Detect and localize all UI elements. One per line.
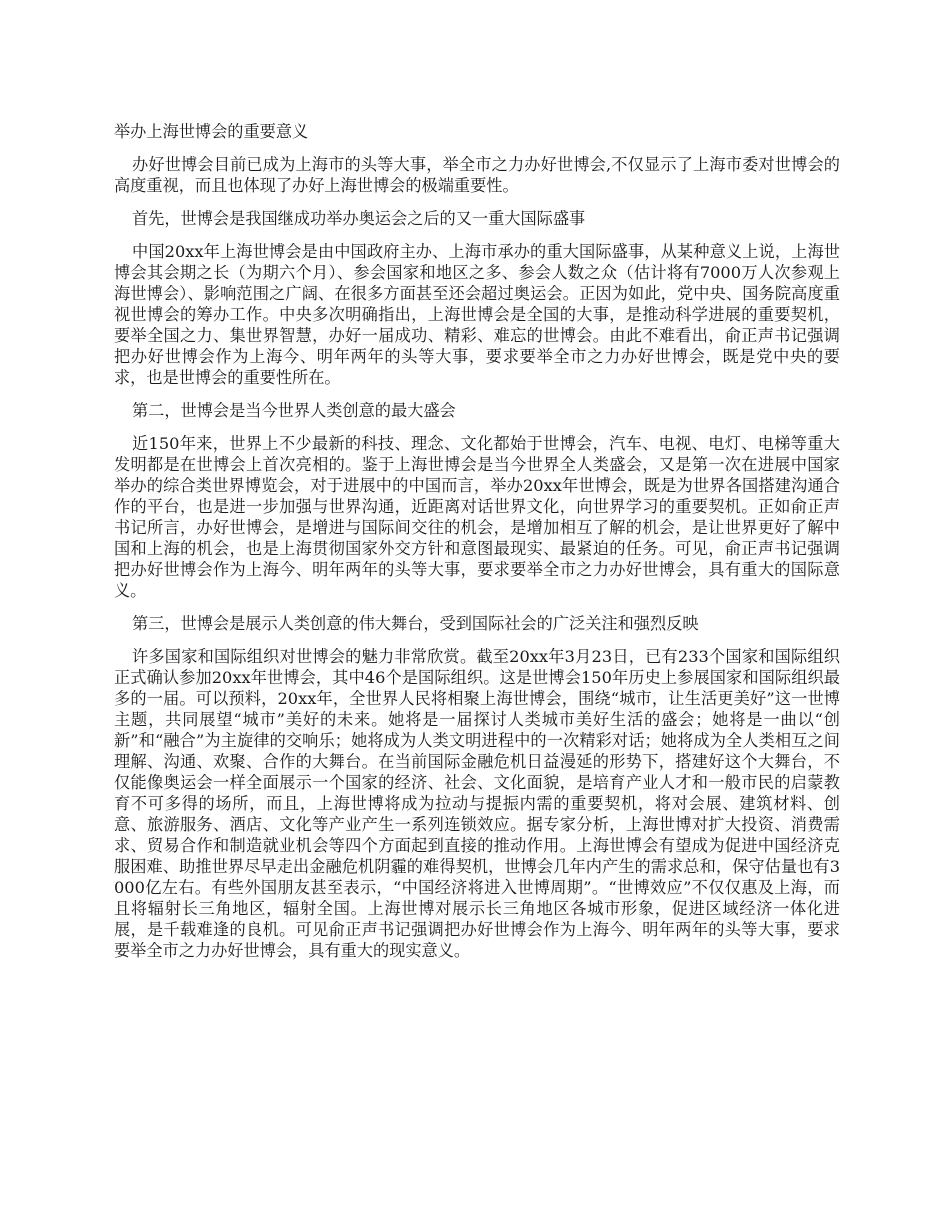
- section-heading-first: 首先，世博会是我国继成功举办奥运会之后的又一重大国际盛事: [132, 209, 586, 228]
- paragraph-first: 中国20xx年上海世博会是由中国政府主办、上海市承办的重大国际盛事，从某种意义上说，上海世博会其会期之长（为期六个月）、参会国家和地区之多、参会人数之众（估计将有7000万人次参观上海世博会）、影响范围之广阔、在很多方面甚至还会超过奥运会。正因为如此，党中央、国务院高度重视世博会的筹办工作。中央多次明确指出，上海世博会是全国的大事，是推动科学进展的重要契机，要举全国之力、集世界智慧，办好一届成功、精彩、难忘的世博会。由此不难看出，俞正声书记强调把办好世博会作为上海今、明年两年的头等大事，要求要举全市之力办好世博会，既是党中央的要求，也是世博会的重要性所在。: [114, 242, 840, 387]
- document-title: 举办上海世博会的重要意义: [114, 122, 309, 141]
- section-heading-second: 第二，世博会是当今世界人类创意的最大盛会: [132, 401, 456, 420]
- paragraph-second: 近150年来，世界上不少最新的科技、理念、文化都始于世博会，汽车、电视、电灯、电梯等重大发明都是在世博会上首次亮相的。鉴于上海世博会是当今世界全人类盛会，又是第一次在进展中国家举办的综合类世界博览会，对于进展中的中国而言，举办20xx年世博会，既是为世界各国搭建沟通合作的平台，也是进一步加强与世界沟通，近距离对话世界文化，向世界学习的重要契机。正如俞正声书记所言，办好世博会，是增进与国际间交往的机会，是增加相互了解的机会，是让世界更好了解中国和上海的机会，也是上海贯彻国家外交方针和意图最现实、最紧迫的任务。可见，俞正声书记强调把办好世博会作为上海今、明年两年的头等大事，要求要举全市之力办好世博会，具有重大的国际意义。: [114, 434, 840, 600]
- paragraph-intro: 办好世博会目前已成为上海市的头等大事，举全市之力办好世博会,不仅显示了上海市委对世博会的高度重视，而且也体现了办好上海世博会的极端重要性。: [114, 155, 840, 195]
- paragraph-third: 许多国家和国际组织对世博会的魅力非常欣赏。截至20xx年3月23日，已有233个国家和国际组织正式确认参加20xx年世博会，其中46个是国际组织。这是世博会150年历史上参展国家和国际组织最多的一届。可以预料，20xx年，全世界人民将相聚上海世博会，围绕“城市，让生活更美好”这一世博主题，共同展望“城市”美好的未来。她将是一届探讨人类城市美好生活的盛会；她将是一曲以“创新”和“融合”为主旋律的交响乐；她将成为人类文明进程中的一次精彩对话；她将成为全人类相互之间理解、沟通、欢聚、合作的大舞台。在当前国际金融危机日益漫延的形势下，搭建好这个大舞台，不仅能像奥运会一样全面展示一个国家的经济、社会、文化面貌，是培育产业人才和一般市民的启蒙教育不可多得的场所，而且，上海世博将成为拉动与提振内需的重要契机，将对会展、建筑材料、创意、旅游服务、酒店、文化等产业产生一系列连锁效应。据专家分析，上海世博对扩大投资、消费需求、贸易合作和制造就业机会等四个方面起到直接的推动作用。上海世博会有望成为促进中国经济克服困难、助推世界尽早走出金融危机阴霾的难得契机，世博会几年内产生的需求总和，保守估量也有3000亿左右。有些外国朋友甚至表示，“中国经济将进入世博周期”。“世博效应”不仅仅惠及上海，而且将辐射长三角地区，辐射全国。上海世博对展示长三角地区各城市形象，促进区域经济一体化进展，是千载难逢的良机。可见俞正声书记强调把办好世博会作为上海今、明年两年的头等大事，要求要举全市之力办好世博会，具有重大的现实意义。: [114, 647, 840, 960]
- document-page: [114, 121, 840, 973]
- section-heading-third: 第三，世博会是展示人类创意的伟大舞台，受到国际社会的广泛关注和强烈反映: [132, 614, 699, 633]
